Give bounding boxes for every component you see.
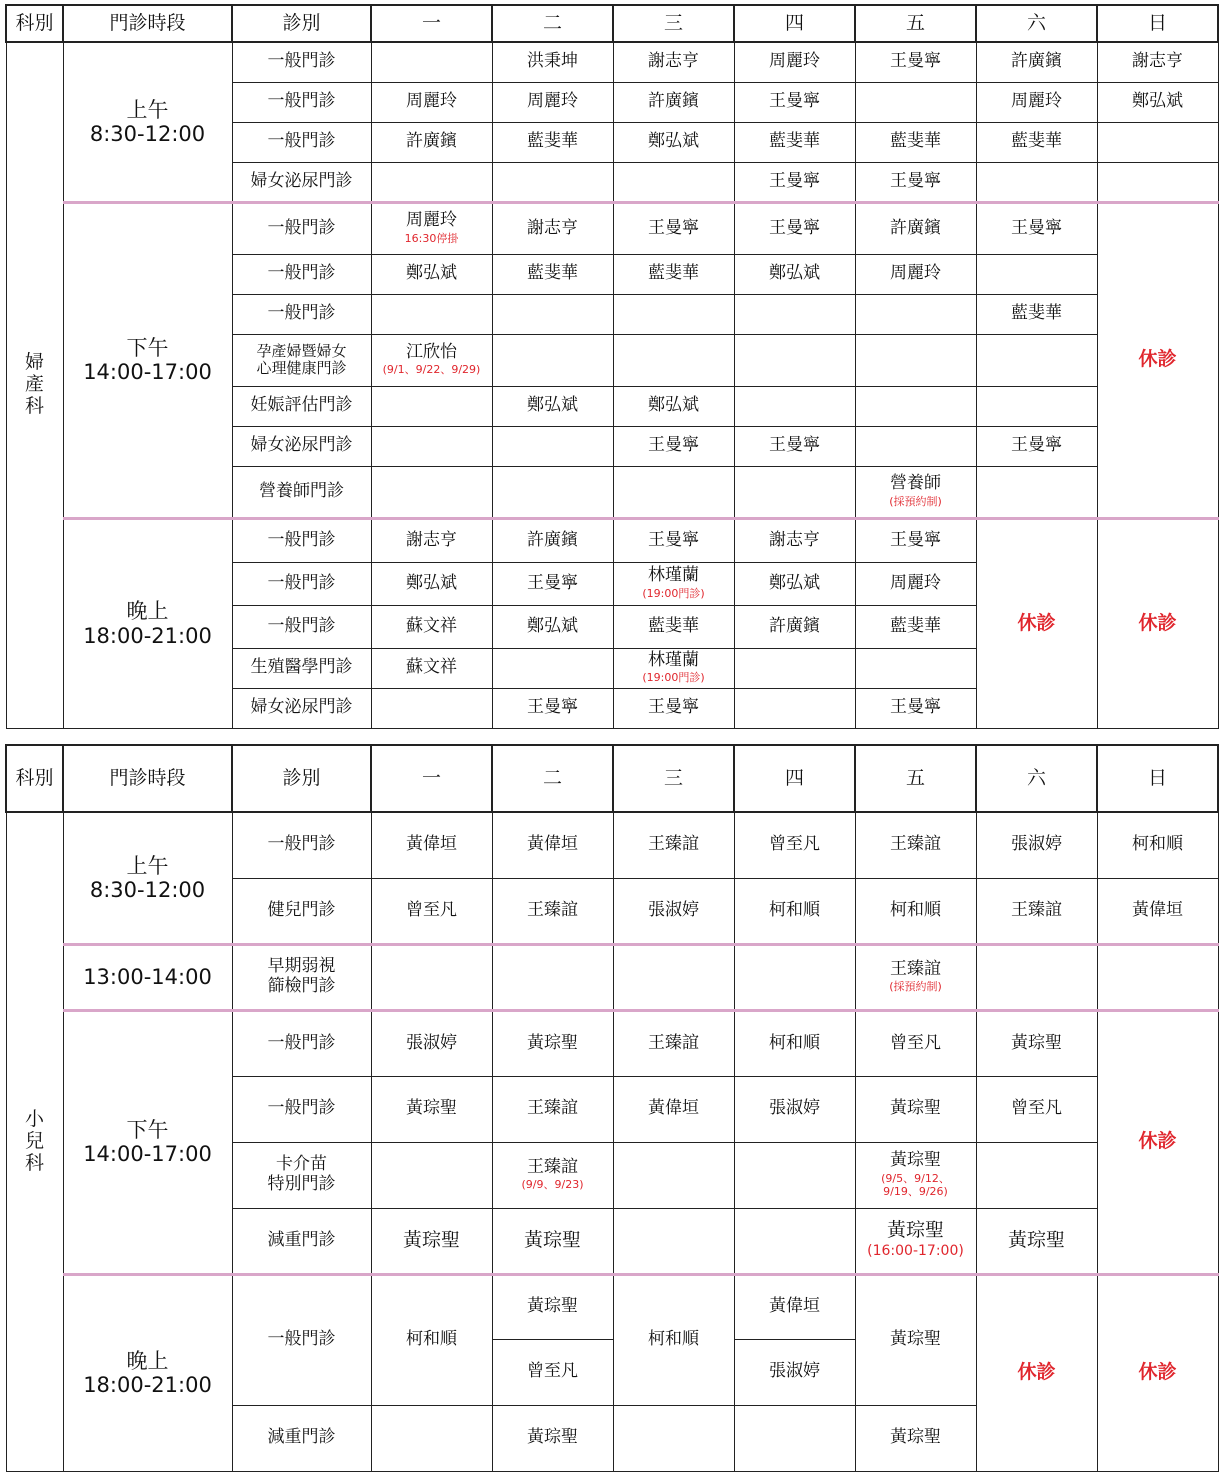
doctor-cell: 鄭弘斌 bbox=[371, 254, 492, 294]
clinic-type: 一般門診 bbox=[232, 518, 371, 562]
dept-label-pediatrics: 小 兒 科 bbox=[6, 812, 63, 1471]
doctor-name: 黃琮聖 bbox=[890, 1149, 941, 1170]
clinic-type: 婦女泌尿門診 bbox=[232, 688, 371, 728]
header-day: 六 bbox=[976, 5, 1097, 42]
doctor-cell bbox=[734, 1208, 855, 1274]
doctor-cell bbox=[855, 334, 976, 386]
doctor-cell: 謝志亨 bbox=[1097, 42, 1218, 82]
clinic-type: 營養師門診 bbox=[232, 466, 371, 518]
doctor-note: (9/5、9/12、 9/19、9/26) bbox=[881, 1171, 950, 1199]
clinic-type: 一般門診 bbox=[232, 812, 371, 878]
doctor-cell bbox=[371, 944, 492, 1010]
doctor-cell bbox=[734, 466, 855, 518]
doctor-cell: 曾至凡 bbox=[734, 812, 855, 878]
doctor-cell: 黃琮聖 bbox=[492, 1010, 613, 1076]
doctor-cell bbox=[371, 202, 492, 254]
doctor-cell bbox=[613, 334, 734, 386]
doctor-note: (9/1、9/22、9/29) bbox=[382, 363, 481, 377]
doctor-cell: 王曼寧 bbox=[613, 202, 734, 254]
doctor-cell bbox=[976, 466, 1097, 518]
doctor-cell: 黃琮聖 bbox=[492, 1405, 613, 1471]
doctor-cell: 周麗玲 bbox=[371, 82, 492, 122]
doctor-cell: 王曼寧 bbox=[855, 42, 976, 82]
clinic-type: 一般門診 bbox=[232, 82, 371, 122]
obgyn-schedule-table bbox=[5, 4, 1219, 729]
doctor-cell: 許廣鑌 bbox=[613, 82, 734, 122]
header-day: 三 bbox=[613, 745, 734, 812]
clinic-type: 一般門診 bbox=[232, 254, 371, 294]
doctor-cell bbox=[492, 466, 613, 518]
closed-label: 休診 bbox=[1097, 1274, 1218, 1471]
clinic-type: 一般門診 bbox=[232, 294, 371, 334]
clinic-type: 一般門診 bbox=[232, 1010, 371, 1076]
period-afternoon: 下午 14:00-17:00 bbox=[63, 1010, 232, 1274]
doctor-cell: 謝志亨 bbox=[734, 518, 855, 562]
doctor-cell: 黃偉垣 bbox=[492, 812, 613, 878]
doctor-cell: 曾至凡 bbox=[976, 1076, 1097, 1142]
doctor-cell: 鄭弘斌 bbox=[1097, 82, 1218, 122]
closed-label: 休診 bbox=[1097, 202, 1218, 518]
header-row bbox=[6, 5, 1218, 42]
clinic-type: 一般門診 bbox=[232, 605, 371, 648]
doctor-cell: 鄭弘斌 bbox=[734, 254, 855, 294]
clinic-type: 一般門診 bbox=[232, 202, 371, 254]
doctor-cell bbox=[371, 1405, 492, 1471]
doctor-cell bbox=[855, 386, 976, 426]
doctor-note: (16:00-17:00) bbox=[867, 1243, 964, 1260]
table-row bbox=[6, 42, 1218, 82]
doctor-cell: 鄭弘斌 bbox=[371, 562, 492, 605]
doctor-cell bbox=[371, 386, 492, 426]
doctor-cell: 藍斐華 bbox=[613, 254, 734, 294]
closed-label: 休診 bbox=[1097, 1010, 1218, 1274]
header-period: 門診時段 bbox=[63, 5, 232, 42]
doctor-cell bbox=[371, 294, 492, 334]
clinic-type: 婦女泌尿門診 bbox=[232, 426, 371, 466]
clinic-type: 一般門診 bbox=[232, 562, 371, 605]
doctor-note: (9/9、9/23) bbox=[521, 1178, 584, 1192]
header-type: 診別 bbox=[232, 745, 371, 812]
doctor-cell bbox=[371, 688, 492, 728]
doctor-cell bbox=[976, 162, 1097, 202]
doctor-cell: 王曼寧 bbox=[855, 518, 976, 562]
doctor-cell bbox=[371, 426, 492, 466]
period-evening: 晚上 18:00-21:00 bbox=[63, 518, 232, 728]
doctor-cell: 王曼寧 bbox=[734, 162, 855, 202]
period-noon: 13:00-14:00 bbox=[63, 944, 232, 1010]
doctor-cell bbox=[976, 944, 1097, 1010]
doctor-cell bbox=[371, 1142, 492, 1208]
dept-label-obgyn: 婦 產 科 bbox=[6, 42, 63, 728]
table-row bbox=[6, 202, 1218, 254]
doctor-cell bbox=[855, 466, 976, 518]
doctor-cell: 王曼寧 bbox=[613, 426, 734, 466]
doctor-cell: 鄭弘斌 bbox=[492, 386, 613, 426]
doctor-cell: 黃琮聖 bbox=[855, 1274, 976, 1405]
doctor-cell bbox=[492, 648, 613, 688]
doctor-cell: 許廣鑌 bbox=[734, 605, 855, 648]
doctor-cell bbox=[613, 1208, 734, 1274]
doctor-note: (採預約制) bbox=[889, 980, 942, 994]
doctor-cell: 周麗玲 bbox=[855, 562, 976, 605]
doctor-cell: 蘇文祥 bbox=[371, 605, 492, 648]
doctor-cell bbox=[976, 1142, 1097, 1208]
doctor-cell: 許廣鑌 bbox=[976, 42, 1097, 82]
period-afternoon: 下午 14:00-17:00 bbox=[63, 202, 232, 518]
header-day: 日 bbox=[1097, 745, 1218, 812]
table-row bbox=[6, 812, 1218, 878]
doctor-cell bbox=[1097, 944, 1218, 1010]
doctor-cell: 藍斐華 bbox=[976, 294, 1097, 334]
header-day: 五 bbox=[855, 5, 976, 42]
doctor-cell: 王臻誼 bbox=[976, 878, 1097, 944]
clinic-type: 一般門診 bbox=[232, 1274, 371, 1405]
table-row bbox=[6, 1274, 1218, 1339]
doctor-cell bbox=[855, 82, 976, 122]
period-morning: 上午 8:30-12:00 bbox=[63, 812, 232, 944]
doctor-cell bbox=[371, 466, 492, 518]
doctor-cell: 黃琮聖 bbox=[492, 1274, 613, 1339]
doctor-cell: 藍斐華 bbox=[734, 122, 855, 162]
clinic-type: 一般門診 bbox=[232, 42, 371, 82]
doctor-note: (採預約制) bbox=[889, 494, 942, 508]
doctor-name: 王臻誼 bbox=[527, 1156, 578, 1177]
doctor-cell: 周麗玲 bbox=[492, 82, 613, 122]
header-day: 四 bbox=[734, 745, 855, 812]
closed-label: 休診 bbox=[976, 518, 1097, 728]
doctor-note: 16:30停掛 bbox=[404, 231, 459, 245]
header-day: 三 bbox=[613, 5, 734, 42]
pediatrics-schedule-table bbox=[5, 744, 1219, 1472]
header-dept: 科別 bbox=[6, 745, 63, 812]
doctor-cell: 張淑婷 bbox=[734, 1339, 855, 1405]
doctor-cell: 鄭弘斌 bbox=[492, 605, 613, 648]
doctor-cell bbox=[613, 562, 734, 605]
doctor-cell: 黃琮聖 bbox=[371, 1208, 492, 1274]
clinic-type: 孕產婦暨婦女 心理健康門診 bbox=[232, 334, 371, 386]
doctor-cell bbox=[855, 1142, 976, 1208]
doctor-name: 江欣怡 bbox=[406, 341, 457, 362]
doctor-cell bbox=[492, 334, 613, 386]
doctor-cell: 鄭弘斌 bbox=[613, 386, 734, 426]
doctor-cell: 周麗玲 bbox=[855, 254, 976, 294]
doctor-cell: 黃琮聖 bbox=[492, 1208, 613, 1274]
doctor-cell: 張淑婷 bbox=[613, 878, 734, 944]
doctor-cell bbox=[734, 1142, 855, 1208]
doctor-cell bbox=[855, 426, 976, 466]
header-day: 一 bbox=[371, 5, 492, 42]
doctor-cell bbox=[734, 294, 855, 334]
doctor-cell: 王曼寧 bbox=[976, 426, 1097, 466]
closed-label: 休診 bbox=[1097, 518, 1218, 728]
doctor-cell: 周麗玲 bbox=[734, 42, 855, 82]
doctor-cell: 藍斐華 bbox=[855, 605, 976, 648]
header-day: 日 bbox=[1097, 5, 1218, 42]
clinic-type: 一般門診 bbox=[232, 122, 371, 162]
doctor-name: 黃琮聖 bbox=[886, 1219, 944, 1242]
doctor-cell: 鄭弘斌 bbox=[734, 562, 855, 605]
doctor-cell bbox=[371, 42, 492, 82]
clinic-type: 生殖醫學門診 bbox=[232, 648, 371, 688]
doctor-note: (19:00門診) bbox=[642, 671, 705, 685]
doctor-cell: 黃偉垣 bbox=[734, 1274, 855, 1339]
doctor-cell bbox=[492, 162, 613, 202]
doctor-cell: 鄭弘斌 bbox=[613, 122, 734, 162]
doctor-cell: 王臻誼 bbox=[613, 812, 734, 878]
header-type: 診別 bbox=[232, 5, 371, 42]
doctor-cell: 王曼寧 bbox=[734, 82, 855, 122]
doctor-cell: 張淑婷 bbox=[371, 1010, 492, 1076]
doctor-cell: 謝志亨 bbox=[613, 42, 734, 82]
doctor-cell: 黃琮聖 bbox=[855, 1405, 976, 1471]
header-day: 二 bbox=[492, 745, 613, 812]
table-row bbox=[6, 1010, 1218, 1076]
doctor-cell: 曾至凡 bbox=[492, 1339, 613, 1405]
period-morning: 上午 8:30-12:00 bbox=[63, 42, 232, 202]
clinic-type: 卡介苗 特別門診 bbox=[232, 1142, 371, 1208]
doctor-cell bbox=[371, 162, 492, 202]
doctor-cell: 黃偉垣 bbox=[1097, 878, 1218, 944]
doctor-cell: 黃琮聖 bbox=[371, 1076, 492, 1142]
clinic-type: 早期弱視 篩檢門診 bbox=[232, 944, 371, 1010]
doctor-name: 王臻誼 bbox=[890, 958, 941, 979]
doctor-cell: 張淑婷 bbox=[734, 1076, 855, 1142]
doctor-cell: 柯和順 bbox=[1097, 812, 1218, 878]
doctor-cell: 黃偉垣 bbox=[613, 1076, 734, 1142]
doctor-cell: 王曼寧 bbox=[734, 202, 855, 254]
table-row bbox=[6, 518, 1218, 562]
header-day: 五 bbox=[855, 745, 976, 812]
doctor-cell bbox=[855, 648, 976, 688]
doctor-cell bbox=[613, 466, 734, 518]
doctor-cell bbox=[734, 688, 855, 728]
doctor-cell: 周麗玲 bbox=[976, 82, 1097, 122]
doctor-cell: 王曼寧 bbox=[613, 518, 734, 562]
doctor-cell: 許廣鑌 bbox=[371, 122, 492, 162]
header-day: 一 bbox=[371, 745, 492, 812]
doctor-cell bbox=[855, 944, 976, 1010]
doctor-cell: 王曼寧 bbox=[492, 688, 613, 728]
doctor-cell bbox=[734, 944, 855, 1010]
period-evening: 晚上 18:00-21:00 bbox=[63, 1274, 232, 1471]
doctor-cell: 洪秉坤 bbox=[492, 42, 613, 82]
header-day: 二 bbox=[492, 5, 613, 42]
doctor-name: 林瑾蘭 bbox=[648, 565, 699, 586]
doctor-cell: 謝志亨 bbox=[492, 202, 613, 254]
doctor-cell: 柯和順 bbox=[371, 1274, 492, 1405]
doctor-cell: 藍斐華 bbox=[613, 605, 734, 648]
doctor-name: 營養師 bbox=[890, 473, 941, 494]
doctor-cell: 藍斐華 bbox=[855, 122, 976, 162]
doctor-cell bbox=[492, 944, 613, 1010]
doctor-cell bbox=[613, 294, 734, 334]
doctor-cell: 王曼寧 bbox=[734, 426, 855, 466]
doctor-cell bbox=[492, 1142, 613, 1208]
doctor-cell: 柯和順 bbox=[855, 878, 976, 944]
doctor-cell bbox=[613, 1405, 734, 1471]
doctor-cell: 藍斐華 bbox=[492, 122, 613, 162]
doctor-cell: 蘇文祥 bbox=[371, 648, 492, 688]
doctor-cell: 藍斐華 bbox=[976, 122, 1097, 162]
doctor-cell: 黃偉垣 bbox=[371, 812, 492, 878]
doctor-name: 林瑾蘭 bbox=[648, 649, 699, 670]
doctor-cell bbox=[371, 334, 492, 386]
doctor-cell bbox=[976, 334, 1097, 386]
doctor-cell: 王臻誼 bbox=[855, 812, 976, 878]
doctor-cell: 王曼寧 bbox=[855, 162, 976, 202]
doctor-cell: 黃琮聖 bbox=[976, 1208, 1097, 1274]
doctor-cell bbox=[855, 294, 976, 334]
doctor-cell: 張淑婷 bbox=[976, 812, 1097, 878]
doctor-cell: 許廣鑌 bbox=[855, 202, 976, 254]
doctor-cell bbox=[734, 648, 855, 688]
doctor-cell: 曾至凡 bbox=[371, 878, 492, 944]
doctor-cell: 柯和順 bbox=[734, 1010, 855, 1076]
doctor-cell bbox=[855, 1208, 976, 1274]
doctor-cell bbox=[734, 334, 855, 386]
doctor-cell: 王曼寧 bbox=[613, 688, 734, 728]
clinic-type: 妊娠評估門診 bbox=[232, 386, 371, 426]
clinic-type: 減重門診 bbox=[232, 1405, 371, 1471]
doctor-cell: 許廣鑌 bbox=[492, 518, 613, 562]
doctor-cell bbox=[734, 386, 855, 426]
doctor-cell: 王曼寧 bbox=[976, 202, 1097, 254]
doctor-cell: 謝志亨 bbox=[371, 518, 492, 562]
doctor-name: 周麗玲 bbox=[406, 210, 457, 231]
doctor-cell bbox=[976, 386, 1097, 426]
doctor-cell bbox=[613, 648, 734, 688]
doctor-cell: 柯和順 bbox=[734, 878, 855, 944]
doctor-cell bbox=[613, 162, 734, 202]
header-day: 四 bbox=[734, 5, 855, 42]
doctor-cell: 王臻誼 bbox=[492, 878, 613, 944]
doctor-cell: 王臻誼 bbox=[613, 1010, 734, 1076]
doctor-cell bbox=[492, 426, 613, 466]
doctor-cell: 黃琮聖 bbox=[976, 1010, 1097, 1076]
doctor-cell bbox=[613, 1142, 734, 1208]
clinic-type: 減重門診 bbox=[232, 1208, 371, 1274]
doctor-cell bbox=[734, 1405, 855, 1471]
doctor-cell bbox=[613, 944, 734, 1010]
doctor-cell: 王曼寧 bbox=[855, 688, 976, 728]
doctor-cell: 王曼寧 bbox=[492, 562, 613, 605]
clinic-type: 婦女泌尿門診 bbox=[232, 162, 371, 202]
header-day: 六 bbox=[976, 745, 1097, 812]
header-dept: 科別 bbox=[6, 5, 63, 42]
header-period: 門診時段 bbox=[63, 745, 232, 812]
table-row bbox=[6, 944, 1218, 1010]
clinic-type: 健兒門診 bbox=[232, 878, 371, 944]
doctor-cell: 藍斐華 bbox=[492, 254, 613, 294]
doctor-cell: 黃琮聖 bbox=[855, 1076, 976, 1142]
doctor-cell bbox=[492, 294, 613, 334]
doctor-cell: 曾至凡 bbox=[855, 1010, 976, 1076]
doctor-cell bbox=[976, 254, 1097, 294]
closed-label: 休診 bbox=[976, 1274, 1097, 1471]
doctor-cell: 柯和順 bbox=[613, 1274, 734, 1405]
doctor-cell bbox=[1097, 162, 1218, 202]
clinic-type: 一般門診 bbox=[232, 1076, 371, 1142]
doctor-note: (19:00門診) bbox=[642, 586, 705, 600]
header-row bbox=[6, 745, 1218, 812]
doctor-cell bbox=[1097, 122, 1218, 162]
doctor-cell: 王臻誼 bbox=[492, 1076, 613, 1142]
